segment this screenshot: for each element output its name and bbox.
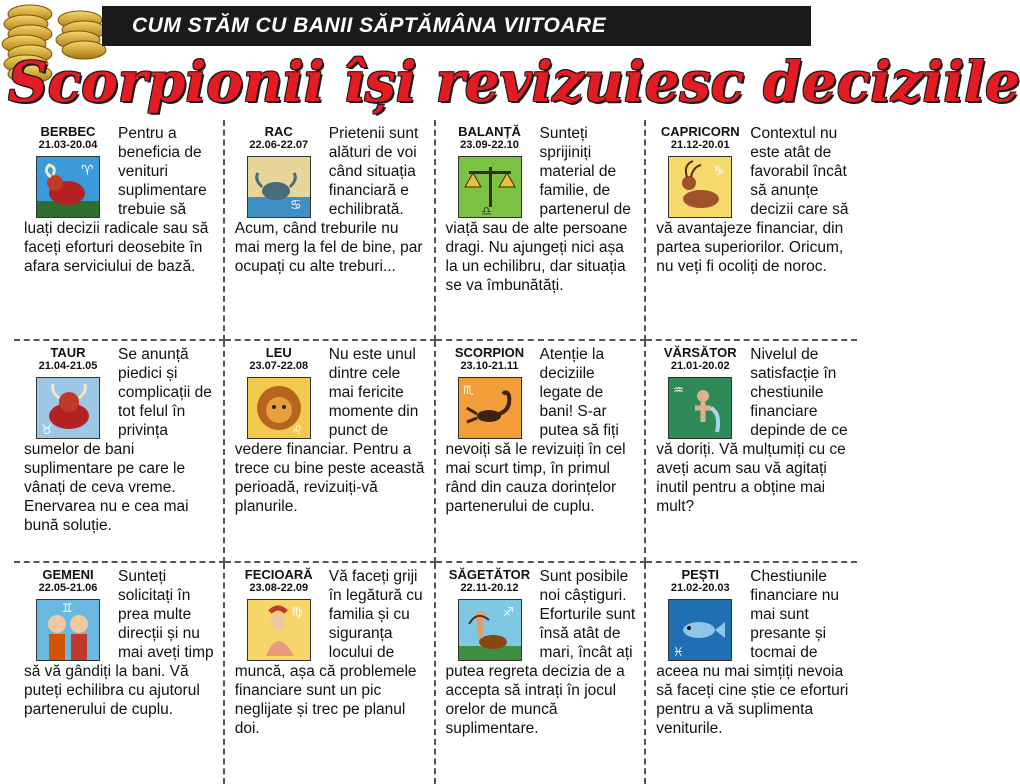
sign-text: Nu este unul dintre cele mai fericite momente din punct de vedere financiar. Pentru a trece cu bine peste această perioadă, revizuiți-vă planurile. [234,346,425,516]
sign-name: SCORPION [454,345,525,361]
sign-name: FECIOARĂ [244,566,313,582]
ram-icon [36,156,100,218]
page-headline: Scorpionii își revizuiesc deciziile [8,49,1020,114]
sign-cell-varsator [646,341,857,562]
svg-text:♑: ♑ [713,164,725,179]
sign-dates: 21.03-20.04 [38,139,98,151]
sign-text: Sunteți solicitați în prea multe direcții și nu mai aveți timp să vă gândiți la bani. Vă puteți echilibra cu ajutorul partenerului de cuplu. [24,567,214,718]
goat-icon [668,156,732,218]
virgin-icon [247,599,311,661]
lion-icon [247,377,311,439]
sign-cell-gemeni [14,563,225,784]
section-kicker: CUM STĂM CU BANII SĂPTĂMÂNA VIITOARE [102,6,811,46]
svg-text:♎: ♎ [480,204,492,218]
sign-cell-balanta [436,120,647,341]
sign-dates: 22.06-22.07 [249,139,309,151]
sign-dates: 23.10-21.11 [460,360,519,373]
sign-dates: 21.12-20.01 [670,139,730,151]
sign-name: CAPRICORN [660,124,740,139]
sign-name: GEMENI [42,566,94,582]
svg-text:♋: ♋ [289,198,302,213]
sign-cell-taur [14,341,225,562]
bull-icon [36,377,100,439]
archer-icon [458,599,522,661]
sign-name: TAUR [50,345,86,361]
sign-dates: 23.08-22.09 [249,581,309,594]
sign-text: Contextul nu este atât de favorabil încât să anunțe decizii care să vă avantajeze financiar, din partea superiorilor. Oricum, nu veți fi ocoliți de noroc. [656,125,849,275]
svg-text:♌: ♌ [291,423,303,438]
sign-text: Vă faceți griji în legătură cu familia și cu siguranța locului de muncă, așa că problemele financiare sunt un pic neglijate și trec pe planul doi. [234,567,423,737]
sign-dates: 21.01-20.02 [670,360,730,373]
sign-name: RAC [264,124,293,139]
sign-name: BALANȚĂ [458,124,521,139]
svg-text:♓: ♓ [673,644,685,659]
water-bearer-icon [668,377,732,439]
sign-text: Chestiunile financiare nu mai sunt presante și tocmai de aceea nu mai simțiți nevoia să faceți cine știe ce eforturi pentru a vă suplimenta veniturile. [656,567,849,737]
sign-name: PEȘTI [681,566,720,582]
sign-cell-capricorn [646,120,857,341]
fish-icon [668,599,732,661]
sign-text: Nivelul de satisfacție în chestiunile financiare depinde de ce vă doriți. Vă mulțumiți cu ce aveți acum sau vă agitați inutil pentru a obține mai mult? [656,346,848,516]
sign-dates: 21.02-20.03 [670,581,730,594]
scales-icon [458,156,522,218]
sign-text: Sunt posibile noi câștiguri. Eforturile sunt însă atât de mari, încât ați putea regreta decizia de a accepta să intrați în jocul orelor de muncă suplimentare. [445,567,636,737]
sign-dates: 23.07-22.08 [249,360,309,373]
sign-text: Atenție la deciziile legate de bani! S-ar putea să fiți nevoiți să le revizuiți în cel mai scurt timp, în primul rând din cauza dorințelor partenerului de cuplu. [445,346,626,516]
sign-text: Prietenii sunt alături de voi când situația financiară e echilibrată. Acum, când treburile nu mai merg la fel de bine, par ocupați cu alte treburi... [234,125,423,275]
twins-icon [36,599,100,661]
sign-dates: 21.04-21.05 [38,360,98,373]
sign-name: LEU [265,345,292,361]
sign-dates: 23.09-22.10 [460,139,519,151]
scorpion-icon [458,377,522,439]
sign-text: Sunteți sprijiniți material de familie, de partenerul de viață sau de alte persoane dragi. Nu ajungeți nici așa la un echilibru, dar situația se va îmbunătăți. [445,125,631,294]
svg-text:♒: ♒ [673,383,685,398]
svg-text:♏: ♏ [462,383,474,398]
svg-text:♉: ♉ [41,423,53,439]
sign-dates: 22.11-20.12 [460,581,519,594]
crab-icon [247,156,311,218]
horoscope-grid [14,120,857,784]
sign-name: SĂGETĂTOR [448,566,531,582]
sign-dates: 22.05-21.06 [38,581,98,594]
sign-cell-sagetator [436,563,647,784]
sign-name: BERBEC [40,124,96,139]
sign-cell-scorpion [436,341,647,562]
svg-text:♈: ♈ [81,163,94,179]
svg-text:♊: ♊ [62,600,73,615]
sign-cell-rac [225,120,436,341]
sign-text: Se anunță piedici și complicații de tot felul în privința sumelor de bani suplimentare pe care le vânați de ceva vreme. Enervarea nu e cea mai bună soluție. [24,346,212,535]
sign-name: VĂRSĂTOR [663,345,737,361]
sign-text: Pentru a beneficia de venituri suplimentare trebuie să luați decizii radicale sau să faceți eforturi deosebite în afara serviciului de bază. [24,125,209,275]
sign-cell-fecioara [225,563,436,784]
svg-text:♐: ♐ [502,604,514,619]
sign-cell-pesti [646,563,857,784]
sign-cell-leu [225,341,436,562]
svg-text:♍: ♍ [291,604,303,619]
sign-cell-berbec [14,120,225,341]
